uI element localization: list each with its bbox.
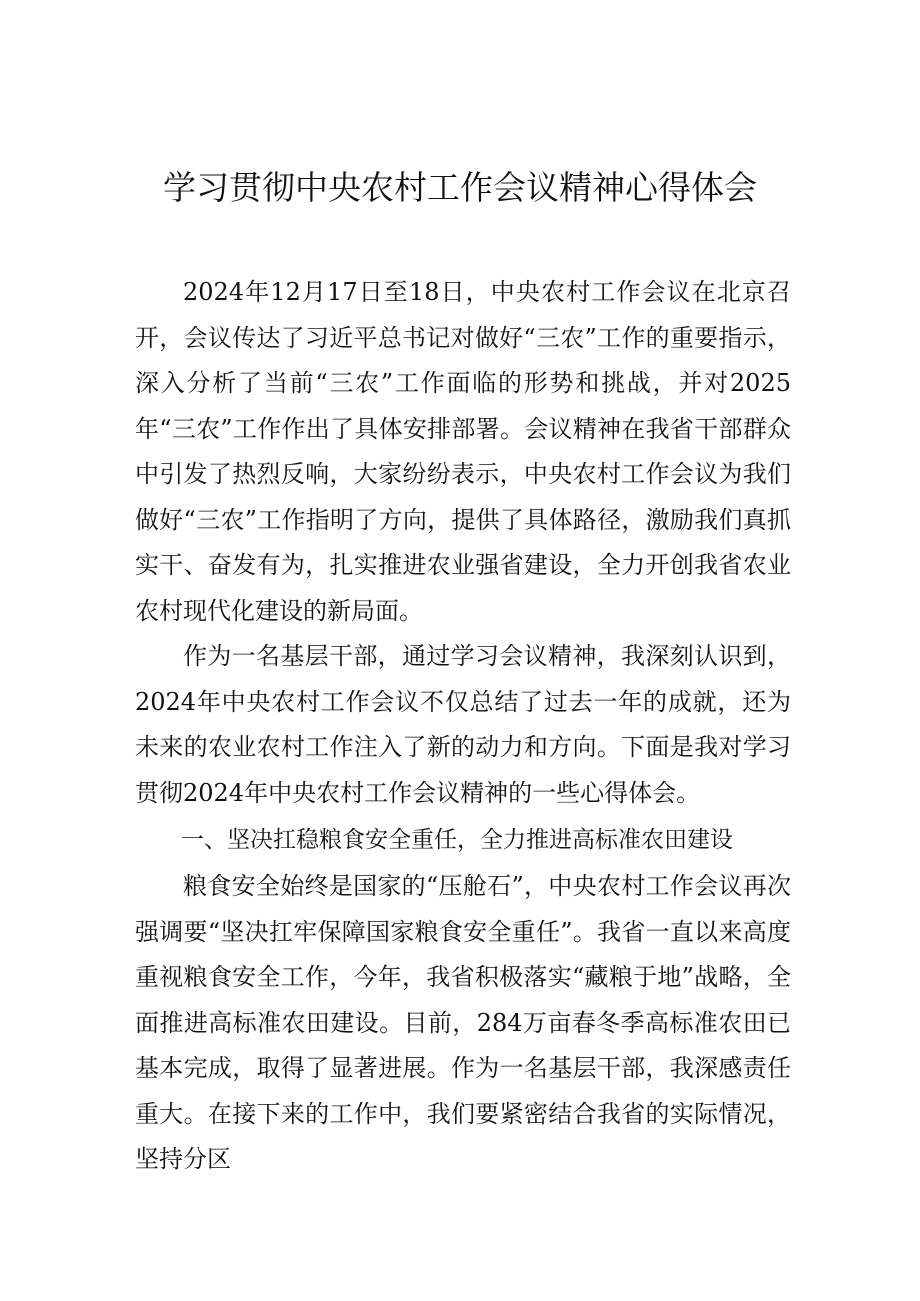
body-paragraph-2: 作为一名基层干部，通过学习会议精神，我深刻认识到，2024年中央农村工作会议不仅总结了过去一年的成就，还为未来的农业农村工作注入了新的动力和方向。下面是我对学习贯彻2024年中央农村工作会议精神的一些心得体会。: [135, 642, 791, 807]
section-heading-1: 一、坚决扛稳粮食安全重任，全力推进高标准农田建设: [181, 827, 733, 853]
section-1-paragraph: 粮食安全始终是国家的“压舱石”，中央农村工作会议再次强调要“坚决扛牢保障国家粮食安全重任”。我省一直以来高度重视粮食安全工作，今年，我省积极落实“藏粮于地”战略，全面推进高标准农田建设。目前，284万亩春冬季高标准农田已基本完成，取得了显著进展。作为一名基层干部，我深感责任重大。在接下来的工作中，我们要紧密结合我省的实际情况，坚持分区: [135, 872, 791, 1173]
document-body: [135, 270, 791, 1183]
document-title: 学习贯彻中央农村工作会议精神心得体会: [163, 168, 757, 207]
body-paragraph-1: 2024年12月17日至18日，中央农村工作会议在北京召开，会议传达了习近平总书记对做好“三农”工作的重要指示，深入分析了当前“三农”工作面临的形势和挑战，并对2025年“三农”工作作出了具体安排部署。会议精神在我省干部群众中引发了热烈反响，大家纷纷表示，中央农村工作会议为我们做好“三农”工作指明了方向，提供了具体路径，激励我们真抓实干、奋发有为，扎实推进农业强省建设，全力开创我省农业农村现代化建设的新局面。: [135, 278, 791, 625]
